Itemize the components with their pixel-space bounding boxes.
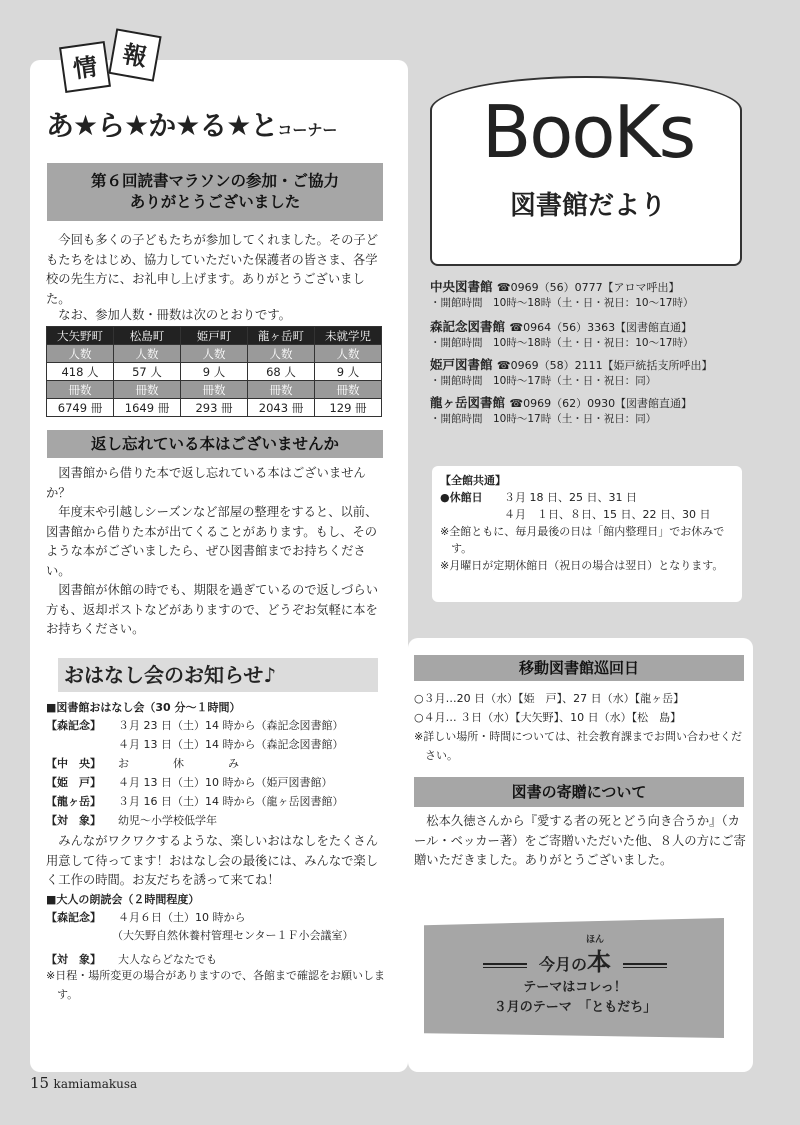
brand-name: kamiamakusa — [53, 1077, 138, 1091]
story-title: おはなし会のお知らせ♪ — [58, 658, 378, 692]
story-row: 【中 央】 お 休 み — [46, 757, 239, 770]
forgot-para1: 図書館から借りた本で返し忘れている本はございませんか？ — [46, 466, 366, 500]
mobile-title-band — [414, 655, 744, 681]
forgot-para3: 図書館が休館の時でも、期限を過ぎているので返しづらい方も、返却ポストなどがありますので、どうぞお気軽に本をお持ちください。 — [46, 583, 379, 636]
closed-note1: ※全館ともに、毎月最後の日は「館内整理日」でお休みです。 — [440, 525, 725, 555]
mobile-line1: ○３月…20 日（水）【姫 戸】、27 日（水）【龍ヶ岳】 — [414, 692, 685, 705]
books-cell: 293 冊 — [181, 399, 248, 417]
rule-right-icon — [623, 963, 667, 968]
counts-header: 姫戸町 — [181, 327, 248, 345]
people-cell: 9 人 — [181, 363, 248, 381]
books-cell: 129 冊 — [315, 399, 382, 417]
forgot-title: 返し忘れている本はございませんか — [90, 435, 339, 453]
books-logo: BooKs — [481, 90, 695, 174]
closed-dates: ●休館日 ３月 18 日、25 日、31 日 ４月 １日、８日、15 日、22 日、30 日 — [440, 491, 711, 521]
counts-header: 龍ヶ岳町 — [248, 327, 315, 345]
rule-left-icon — [483, 963, 527, 968]
monthly-theme-line: テーマはコレっ！ — [523, 980, 627, 995]
library-list — [430, 277, 770, 431]
marathon-title-band — [47, 163, 383, 221]
library-item: 中央図書館 ☎0969（56）0777【アロマ呼出】 ・開館時間 10時～18時（土・日・祝日：10～17時） — [430, 279, 694, 309]
story-row: 【龍ヶ岳】 ３月 16 日（土）14 時から（龍ヶ岳図書館） — [46, 795, 344, 808]
forgot-title-band — [47, 430, 383, 458]
monthly-title: 今月の本 — [440, 942, 710, 977]
story-row: 【対 象】 幼児～小学校低学年 — [46, 814, 217, 827]
story-schedule — [46, 717, 386, 831]
donation-text: 松本久徳さんから『愛する者の死とどう向き合うか』（カール・ベッカー著）をご寄贈いただいた他、８人の方にご寄贈いただきました。ありがとうございました。 — [414, 814, 746, 867]
monthly-theme: ３月のテーマ 「ともだち」 — [493, 1000, 657, 1015]
mobile-title: 移動図書館巡回日 — [518, 659, 639, 677]
story-row: ４月 13 日（土）14 時から（森記念図書館） — [118, 738, 344, 751]
story-row: 【森記念】 ３月 23 日（土）14 時から（森記念図書館） — [46, 719, 344, 732]
donation-title-band — [414, 777, 744, 807]
people-cell: 418 人 — [47, 363, 114, 381]
people-cell: 57 人 — [114, 363, 181, 381]
decor-star-icon: ★ — [360, 103, 373, 119]
counts-header: 未就学児 — [315, 327, 382, 345]
story-section1: ■図書館おはなし会（30 分～１時間） — [46, 701, 241, 714]
books-subtitle: 図書館だより — [509, 191, 666, 221]
monthly-ruby: ほん — [586, 935, 605, 945]
library-item: 森記念図書館 ☎0964（56）3363【図書館直通】 ・開館時間 10時～18時（土・日・祝日：10～17時） — [430, 319, 694, 349]
info-tag-left: 情 — [59, 41, 111, 93]
mobile-line2: ○４月… ３日（水）【大矢野】、10 日（水）【松 島】 — [414, 711, 682, 724]
story-section2: ■大人の朗読会（２時間程度） — [46, 893, 200, 906]
closed-note2: ※月曜日が定期休館日（祝日の場合は翌日）となります。 — [440, 559, 724, 572]
books-cell: 1649 冊 — [114, 399, 181, 417]
books-label: 冊数 — [47, 381, 114, 399]
info-tag-right: 報 — [108, 28, 161, 81]
story-note: ※日程・場所変更の場合がありますので、各館まで確認をお願いします。 — [46, 969, 385, 1001]
corner-title: あ★ら★か★る★とコーナー — [46, 109, 338, 142]
marathon-para1: 今回も多くの子どもたちが参加してくれました。その子どもたちをはじめ、協力していただいた保護者の皆さま、各学校の先生方に、お礼申し上げます。ありがとうございました。 — [46, 233, 379, 306]
footer — [30, 1074, 137, 1092]
marathon-title-line2: ありがとうございました — [129, 193, 301, 211]
closed-box — [432, 466, 742, 602]
people-label: 人数 — [315, 345, 382, 363]
marathon-title-line1: 第６回読書マラソンの参加・ご協力 — [90, 172, 339, 190]
people-label: 人数 — [114, 345, 181, 363]
donation-title: 図書の寄贈について — [511, 783, 647, 801]
books-label: 冊数 — [114, 381, 181, 399]
people-label: 人数 — [47, 345, 114, 363]
story-message: みんながワクワクするような、楽しいおはなしをたくさん用意して待ってます！おはなし会の最後には、みんなで楽しく工作の時間。お友だちを誘って来てね！ — [46, 834, 379, 887]
people-cell: 9 人 — [315, 363, 382, 381]
closed-label: 【全館共通】 — [440, 474, 506, 487]
books-cell: 6749 冊 — [47, 399, 114, 417]
counts-header: 松島町 — [114, 327, 181, 345]
counts-table — [46, 326, 382, 417]
decor-star-icon: ★ — [210, 58, 223, 74]
marathon-para2: なお、参加人数・冊数は次のとおりです。 — [58, 308, 291, 322]
counts-header: 大矢野町 — [47, 327, 114, 345]
library-item: 姫戸図書館 ☎0969（58）2111【姫戸統括支所呼出】 ・開館時間 10時～17時（土・日・祝日：同） — [430, 357, 713, 387]
library-item: 龍ヶ岳図書館 ☎0969（62）0930【図書館直通】 ・開館時間 10時～17時（土・日・祝日：同） — [430, 395, 693, 425]
people-cell: 68 人 — [248, 363, 315, 381]
books-label: 冊数 — [181, 381, 248, 399]
people-label: 人数 — [248, 345, 315, 363]
books-label: 冊数 — [315, 381, 382, 399]
forgot-para2: 年度末や引越しシーズンなど部屋の整理をすると、以前、図書館から借りた本が出てくることがあります。もし、そのような本がございましたら、ぜひ図書館までお持ちください。 — [46, 505, 378, 578]
adult-reading: 【森記念】 ４月６日（土）10 時から （大矢野自然休養村管理センター１Ｆ小会議室） 【対 象】 大人ならどなたでも — [46, 911, 354, 966]
story-row: 【姫 戸】 ４月 13 日（土）10 時から（姫戸図書館） — [46, 776, 333, 789]
books-cell: 2043 冊 — [248, 399, 315, 417]
mobile-note: ※詳しい場所・時間については、社会教育課までお問い合わせください。 — [414, 730, 742, 762]
page-number: 15 — [30, 1074, 50, 1092]
decor-star-icon: ★ — [300, 70, 313, 86]
books-label: 冊数 — [248, 381, 315, 399]
people-label: 人数 — [181, 345, 248, 363]
